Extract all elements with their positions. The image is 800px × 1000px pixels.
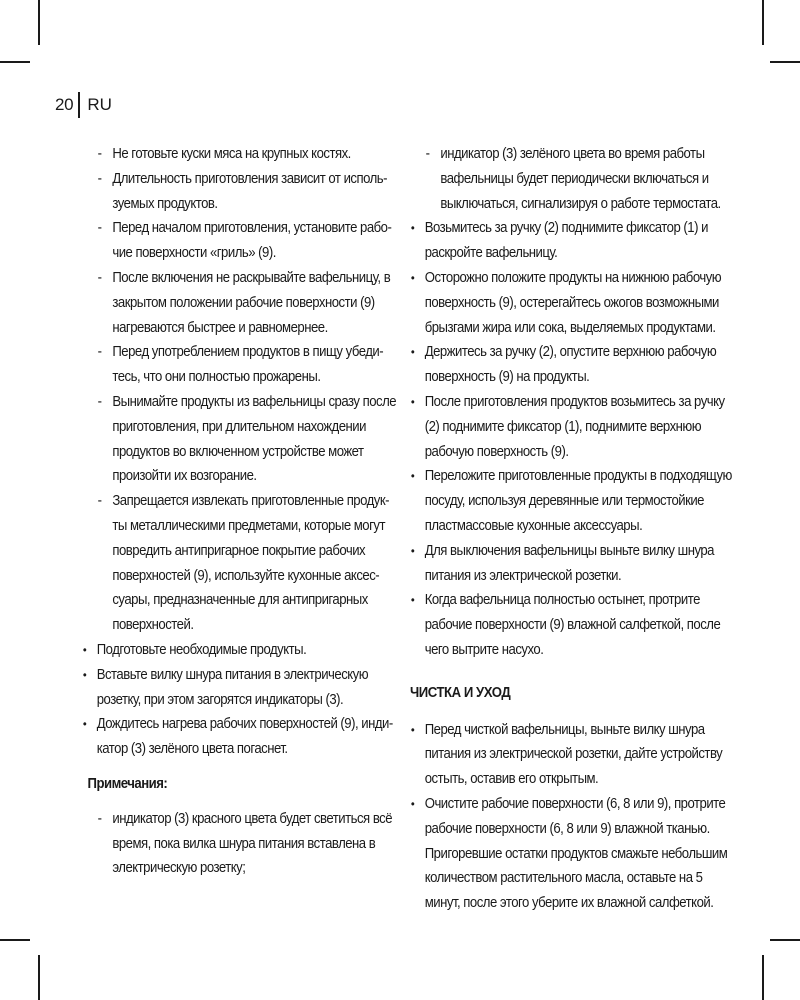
bullet-marker: • [82,642,87,657]
notes-heading: Примечания: [87,775,168,792]
crop-mark-bottom-left-h [0,939,30,941]
list-item: - Длительность приготовления зависит от исполь-зуемых продуктов. [82,167,398,217]
crop-mark-top-right-h [770,61,800,63]
dash-marker: - [97,810,102,827]
list-item: • Подготовьте необходимые продукты. [82,638,398,663]
crop-mark-bottom-left [38,955,40,1000]
list-item: • Когда вафельница полностью остынет, протрите рабочие поверхности (9) влажной салфеткой, после чего вытрите насухо. [410,588,732,662]
list-item: - Не готовьте куски мяса на крупных костях. [82,142,398,167]
bullet-marker: • [410,593,415,608]
list-item: - Перед употреблением продуктов в пищу убеди-тесь, что они полностью прожарены. [82,340,398,390]
operation-steps-list [410,216,732,662]
page-header [55,92,112,118]
section-heading-cleaning: ЧИСТКА И УХОД [410,684,511,701]
cleaning-list [410,718,732,916]
bullet-marker: • [410,345,415,360]
crop-mark-bottom-right-h [770,939,800,941]
bullet-marker: • [82,717,87,732]
list-item: • После приготовления продуктов возьмитесь за ручку (2) поднимите фиксатор (1), поднимите верхнюю рабочую поверхность (9). [410,390,732,464]
bullet-marker: • [410,221,415,236]
list-item: • Дождитесь нагрева рабочих поверхностей (9), инди-катор (3) зелёного цвета погаснет. [82,712,398,762]
page-number: 20 [55,95,74,114]
dash-marker: - [97,344,102,361]
left-column [82,142,398,881]
list-item: • Держитесь за ручку (2), опустите верхнюю рабочую поверхность (9) на продукты. [410,340,732,390]
precautions-list [82,142,398,638]
bullet-marker: • [410,469,415,484]
list-item: • Осторожно положите продукты на нижнюю рабочую поверхность (9), остерегайтесь ожогов возможными брызгами жира или сока, выделяемых продуктами. [410,266,732,340]
bullet-marker: • [82,667,87,682]
right-column [410,142,732,916]
list-item: - После включения не раскрывайте вафельницу, в закрытом положении рабочие поверхности (9) нагреваются быстрее и равномернее. [82,266,398,340]
bullet-marker: • [410,394,415,409]
crop-mark-top-right [762,0,764,45]
list-item: - Вынимайте продукты из вафельницы сразу после приготовления, при длительном нахождении продуктов во включенном устройстве может произойти их возгорание. [82,390,398,489]
list-item: - Запрещается извлекать приготовленные продук-ты металлическими предметами, которые могут повредить антипригарное покрытие рабочих поверхностей (9), используйте кухонные аксес-суары, предназначенные для антипригарных поверхностей. [82,489,398,638]
list-item: • Очистите рабочие поверхности (6, 8 или 9), протрите рабочие поверхности (6, 8 или 9) влажной тканью. Пригоревшие остатки продуктов смажьте небольшим количеством растительного масла, оставьте на 5 минут, после этого уберите их влажной салфеткой. [410,792,732,916]
dash-marker: - [97,269,102,286]
dash-marker: - [425,146,430,162]
dash-marker: - [97,493,102,510]
list-item: • Переложите приготовленные продукты в подходящую посуду, используя деревянные или термостойкие пластмассовые кухонные аксессуары. [410,464,732,538]
dash-marker: - [97,220,102,237]
list-item: - индикатор (3) красного цвета будет светиться всё время, пока вилка шнура питания вставлена в электрическую розетку; [82,807,398,881]
bullet-marker: • [410,796,415,811]
crop-mark-top-left [38,0,40,45]
list-item: - Перед началом приготовления, установите рабо-чие поверхности «гриль» (9). [82,216,398,266]
crop-mark-bottom-right [762,955,764,1000]
list-item: • Вставьте вилку шнура питания в электрическую розетку, при этом загорятся индикаторы (3). [82,663,398,713]
list-item: • Для выключения вафельницы выньте вилку шнура питания из электрической розетки. [410,539,732,589]
bullet-marker: • [410,270,415,285]
crop-mark-top-left-h [0,61,30,63]
dash-marker: - [97,170,102,187]
list-item: • Возьмитесь за ручку (2) поднимите фиксатор (1) и раскройте вафельницу. [410,216,732,266]
dash-marker: - [97,393,102,410]
list-item: - индикатор (3) зелёного цвета во время работы вафельницы будет периодически включаться и выключаться, сигнализируя о работе термостата. [410,142,732,216]
notes-continued-list [410,142,732,216]
steps-list [82,638,398,762]
dash-marker: - [97,146,102,162]
language-label: RU [87,95,112,114]
bullet-marker: • [410,722,415,737]
notes-list [82,807,398,881]
bullet-marker: • [410,543,415,558]
list-item: • Перед чисткой вафельницы, выньте вилку шнура питания из электрической розетки, дайте устройству остыть, оставив его открытым. [410,718,732,792]
